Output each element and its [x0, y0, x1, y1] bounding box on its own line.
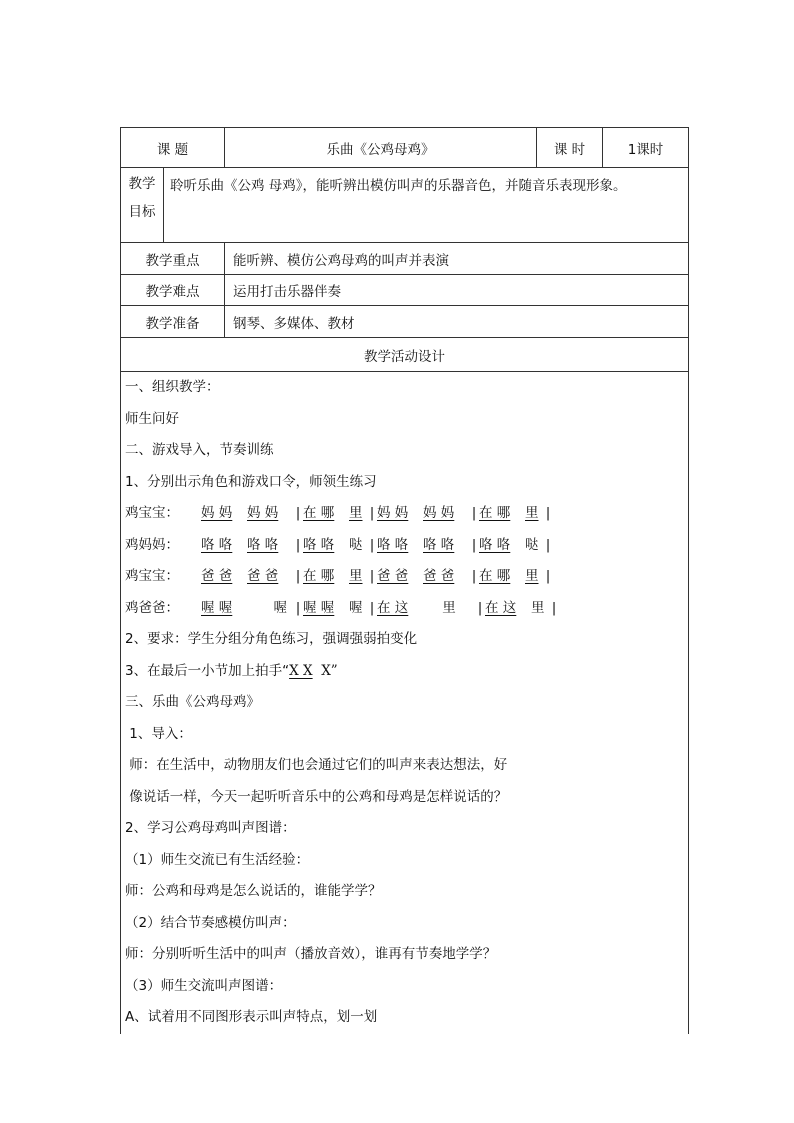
rhythm-line-3: 鸡宝宝： 爸 爸 爸 爸 | 在 哪 里 | 爸 爸 爸 爸 | 在 哪 里 | — [125, 561, 688, 593]
section-3-sub-1: （1）师生交流已有生活经验： — [125, 851, 310, 868]
section-3-text-1: 师：在生活中，动物朋友们也会通过它们的叫声来表达想法，好 — [125, 757, 508, 773]
section-3-step-2: 2、学习公鸡母鸡叫声图谱： — [125, 820, 296, 836]
rhythm-line-4: 鸡爸爸： 喔 喔 喔 | 喔 喔 喔 | 在 这 里 | 在 这 里 | — [125, 593, 688, 625]
section-3-sub-2-text: 师：分别听听生活中的叫声（播放音效），谁再有节奏地学学？ — [125, 946, 497, 962]
rhythm-line-1: 鸡宝宝： 妈 妈 妈 妈 | 在 哪 里 | 妈 妈 妈 妈 | 在 哪 里 | — [125, 498, 688, 530]
rhythm-beat: 哒 — [349, 536, 363, 553]
preparation-row — [121, 306, 689, 338]
rhythm-beat: 里 — [525, 568, 539, 584]
rhythm-beat: 喔 — [349, 599, 363, 616]
section-3-sub-2: （2）结合节奏感模仿叫声： — [125, 914, 296, 931]
rhythm-beat: 在 哪 — [303, 505, 335, 521]
lesson-plan-table — [120, 127, 689, 1034]
section-3-heading: 三、乐曲《公鸡母鸡》 — [125, 694, 260, 710]
rhythm-beat: 在 哪 — [479, 568, 511, 584]
goal-row — [121, 168, 689, 243]
rhythm-beat: 爸 爸 — [377, 568, 409, 584]
rhythm-role: 鸡宝宝： — [125, 568, 179, 584]
clap-rhythm: X X — [289, 662, 313, 679]
topic-label: 课 题 — [121, 128, 225, 168]
section-1-heading: 一、组织教学： — [125, 379, 220, 395]
rhythm-beat: 喔 喔 — [303, 599, 335, 616]
rhythm-role: 鸡宝宝： — [125, 505, 179, 521]
rhythm-beat: 咯 咯 — [479, 536, 511, 553]
rhythm-beat: 喔 喔 — [201, 599, 233, 616]
header-row — [121, 128, 689, 168]
hours-label: 课 时 — [537, 128, 603, 168]
rhythm-beat: 妈 妈 — [201, 505, 233, 521]
rhythm-beat: 妈 妈 — [247, 505, 279, 521]
section-2-step-3 — [125, 656, 688, 688]
rhythm-role: 鸡妈妈： — [125, 536, 179, 553]
section-3-text-2: 像说话一样，今天一起听听音乐中的公鸡和母鸡是怎样说话的？ — [125, 788, 508, 805]
design-title-row — [121, 338, 689, 372]
rhythm-beat: 咯 咯 — [423, 536, 455, 553]
rhythm-role: 鸡爸爸： — [125, 599, 179, 616]
preparation-label: 教学准备 — [121, 306, 225, 338]
section-3-sub-3: （3）师生交流叫声图谱： — [125, 977, 283, 994]
clap-text-post: X” — [312, 662, 338, 679]
goal-label-line1: 教学 — [128, 176, 156, 192]
section-3-sub-3-a: A、试着用不同图形表示叫声特点，划一划 — [125, 1009, 378, 1025]
key-point-row — [121, 243, 689, 275]
goal-label-line2: 目标 — [128, 204, 156, 220]
lesson-plan-document — [120, 127, 688, 1027]
rhythm-beat: 爸 爸 — [423, 568, 455, 584]
section-2-step-1: 1、分别出示角色和游戏口令，师领生练习 — [125, 473, 377, 490]
rhythm-beat: 里 — [442, 599, 456, 616]
key-point-value: 能听辨、模仿公鸡母鸡的叫声并表演 — [225, 243, 689, 275]
rhythm-beat: 爸 爸 — [201, 568, 233, 584]
rhythm-beat: 里 — [525, 505, 539, 521]
rhythm-beat: 喔 — [273, 599, 287, 616]
rhythm-beat: 哒 — [525, 536, 539, 553]
design-title: 教学活动设计 — [121, 338, 689, 372]
rhythm-beat: 里 — [349, 568, 363, 584]
rhythm-beat: 咯 咯 — [303, 536, 335, 553]
difficulty-value: 运用打击乐器伴奏 — [225, 275, 689, 306]
rhythm-line-2: 鸡妈妈： 咯 咯 咯 咯 | 咯 咯 哒 | 咯 咯 咯 咯 | 咯 咯 哒 | — [125, 530, 688, 562]
section-3-step-1: 1、导入： — [125, 725, 192, 742]
rhythm-beat: 里 — [531, 599, 545, 616]
rhythm-beat: 咯 咯 — [377, 536, 409, 553]
section-1-text: 师生问好 — [125, 410, 179, 427]
section-3-sub-1-text: 师：公鸡和母鸡是怎么说话的，谁能学学？ — [125, 883, 382, 899]
section-2-heading: 二、游戏导入，节奏训练 — [125, 442, 274, 458]
rhythm-beat: 在 这 — [485, 599, 517, 616]
rhythm-beat: 咯 咯 — [201, 536, 233, 553]
clap-text-pre: 3、在最后一小节加上拍手“ — [125, 662, 290, 679]
key-point-label: 教学重点 — [121, 243, 225, 275]
design-body — [121, 372, 689, 1034]
rhythm-beat: 咯 咯 — [247, 536, 279, 553]
rhythm-beat: 里 — [349, 505, 363, 521]
rhythm-beat: 在 哪 — [303, 568, 335, 584]
difficulty-label: 教学难点 — [121, 275, 225, 306]
rhythm-beat: 在 这 — [377, 599, 409, 616]
goal-text: 聆听乐曲《公鸡 母鸡》，能听辨出模仿叫声的乐器音色，并随音乐表现形象。 — [170, 178, 627, 194]
preparation-value: 钢琴、多媒体、教材 — [225, 306, 689, 338]
section-2-step-2: 2、要求：学生分组分角色练习，强调强弱拍变化 — [125, 631, 418, 647]
rhythm-beat: 妈 妈 — [423, 505, 455, 521]
topic-value: 乐曲《公鸡母鸡》 — [225, 128, 537, 168]
design-body-row — [121, 372, 689, 1034]
hours-value: 1课时 — [603, 128, 689, 168]
goal-label — [121, 168, 164, 242]
rhythm-beat: 在 哪 — [479, 505, 511, 521]
rhythm-beat: 爸 爸 — [247, 568, 279, 584]
rhythm-beat: 妈 妈 — [377, 505, 409, 521]
difficulty-row — [121, 275, 689, 306]
